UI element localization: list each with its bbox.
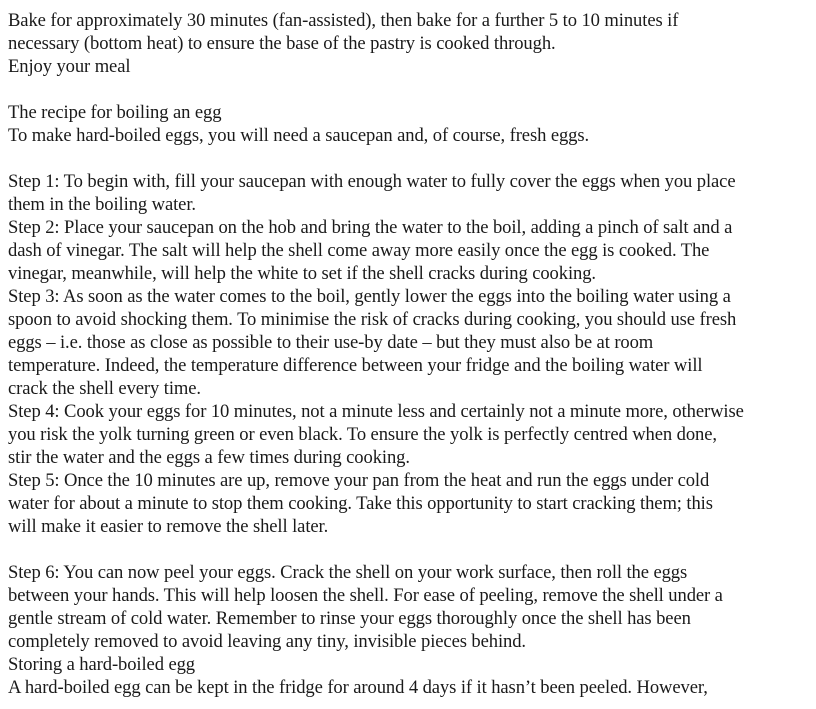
recipe-heading-block bbox=[8, 101, 814, 147]
paragraph-gap bbox=[8, 538, 814, 561]
recipe-title: The recipe for boiling an egg bbox=[8, 102, 222, 123]
text-line: dash of vinegar. The salt will help the shell come away more easily once the egg is cooked. The bbox=[8, 240, 710, 261]
text-line: between your hands. This will help loosen the shell. For ease of peeling, remove the shell under a bbox=[8, 585, 723, 606]
text-line: temperature. Indeed, the temperature difference between your fridge and the boiling water will bbox=[8, 355, 703, 376]
text-line: Step 1: To begin with, fill your saucepan with enough water to fully cover the eggs when you place bbox=[8, 171, 736, 192]
text-line: crack the shell every time. bbox=[8, 378, 201, 399]
text-line: Step 2: Place your saucepan on the hob and bring the water to the boil, adding a pinch of salt and a bbox=[8, 217, 733, 238]
text-line: gentle stream of cold water. Remember to rinse your eggs thoroughly once the shell has been bbox=[8, 608, 691, 629]
paragraph-gap bbox=[8, 78, 814, 101]
text-line: vinegar, meanwhile, will help the white to set if the shell cracks during cooking. bbox=[8, 263, 596, 284]
recipe-intro: To make hard-boiled eggs, you will need a saucepan and, of course, fresh eggs. bbox=[8, 125, 590, 146]
text-line: you risk the yolk turning green or even black. To ensure the yolk is perfectly centred when done, bbox=[8, 424, 717, 445]
text-line: stir the water and the eggs a few times during cooking. bbox=[8, 447, 410, 468]
text-line: necessary (bottom heat) to ensure the base of the pastry is cooked through. bbox=[8, 33, 556, 54]
text-line: Step 3: As soon as the water comes to the boil, gently lower the eggs into the boiling water using a bbox=[8, 286, 731, 307]
text-line: Enjoy your meal bbox=[8, 56, 131, 77]
step6-paragraph bbox=[8, 561, 814, 699]
paragraph-gap bbox=[8, 147, 814, 170]
text-line: them in the boiling water. bbox=[8, 194, 196, 215]
text-line: Step 5: Once the 10 minutes are up, remove your pan from the heat and run the eggs under cold bbox=[8, 470, 710, 491]
text-line: Step 4: Cook your eggs for 10 minutes, not a minute less and certainly not a minute more, otherwise bbox=[8, 401, 744, 422]
document-page bbox=[8, 0, 814, 699]
text-line: A hard-boiled egg can be kept in the fridge for around 4 days if it hasn’t been peeled. However, bbox=[8, 677, 708, 698]
intro-paragraph bbox=[8, 9, 814, 78]
text-line: eggs – i.e. those as close as possible to their use-by date – but they must also be at room bbox=[8, 332, 654, 353]
text-line: water for about a minute to stop them cooking. Take this opportunity to start cracking them; this bbox=[8, 493, 713, 514]
text-line: completely removed to avoid leaving any tiny, invisible pieces behind. bbox=[8, 631, 526, 652]
text-line: spoon to avoid shocking them. To minimise the risk of cracks during cooking, you should use fresh bbox=[8, 309, 737, 330]
text-line: will make it easier to remove the shell later. bbox=[8, 516, 329, 537]
storing-title: Storing a hard-boiled egg bbox=[8, 654, 196, 675]
steps-paragraph bbox=[8, 170, 814, 538]
text-line: Step 6: You can now peel your eggs. Crack the shell on your work surface, then roll the eggs bbox=[8, 562, 688, 583]
text-line: Bake for approximately 30 minutes (fan-assisted), then bake for a further 5 to 10 minutes if bbox=[8, 10, 679, 31]
